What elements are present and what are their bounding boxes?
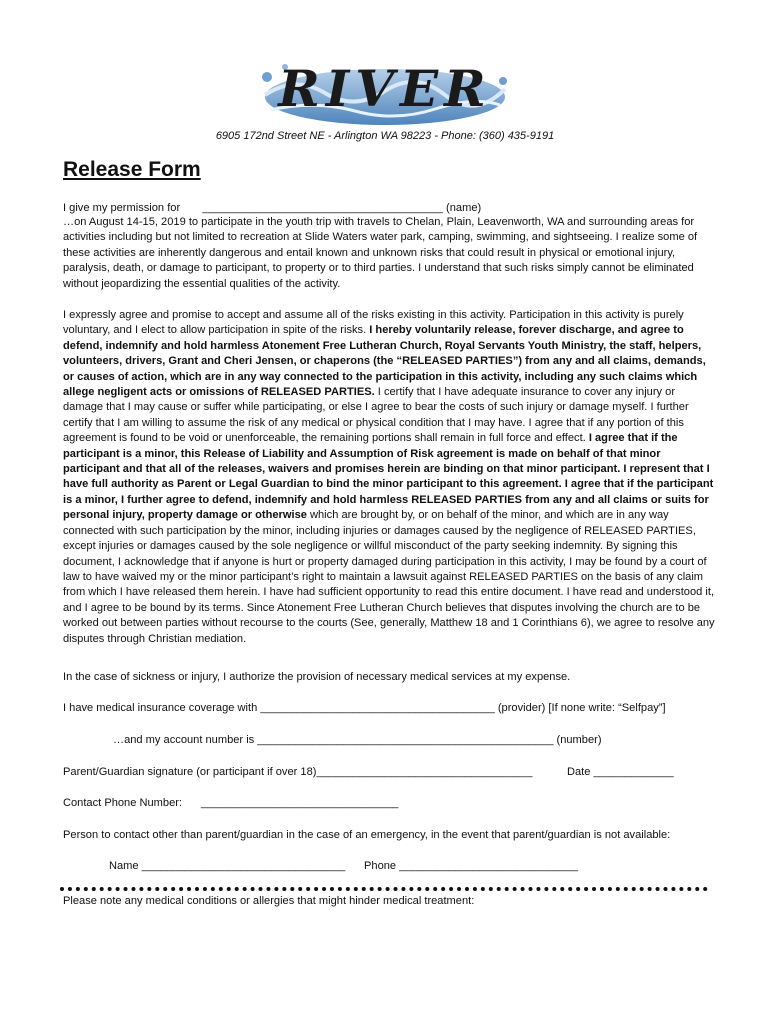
- minor-bold-clause: I agree that if the participant is a minor, this Release of Liability and Assumption of Risk agreement is made on behalf of that minor participant and that all of the releases, waivers and promises herein are binding on that minor participant. I represent that I have full authority as Parent or Legal Guardian to bind the minor participant to this agreement. I agree that if the participant is a minor, I further agree to defend, indemnify and hold harmless RELEASED PARTIES from any and all claims or suits for personal injury, property damage or otherwise: [63, 432, 714, 522]
- dotted-divider: [60, 887, 708, 891]
- medical-authorization: In the case of sickness or injury, I authorize the provision of necessary medical services at my expense.: [63, 671, 571, 683]
- release-bold-clause: I hereby voluntarily release, forever discharge, and agree to defend, indemnify and hold harmless Atonement Free Lutheran Church, Royal Servants Youth Ministry, the staff, helpers, volunteers, drivers, Grant and Cheri Jensen, or chaperons (the “RELEASED PARTIES”) from any and all claims, demands, or causes of action, which are in any way connected to the participation in this activity, including any such claims which allege negligent acts or omissions of RELEASED PARTIES.: [63, 324, 706, 399]
- account-number-line: …and my account number is ________________________________________________ (number): [113, 734, 602, 746]
- emergency-phone-line: Phone _____________________________: [364, 860, 579, 872]
- date-line: Date _____________: [567, 766, 674, 778]
- logo-word: RIVER: [278, 59, 492, 118]
- medical-conditions-prompt: Please note any medical conditions or allergies that might hinder medical treatment:: [63, 895, 475, 907]
- name-label: (name): [446, 202, 482, 214]
- emergency-contact-text: Person to contact other than parent/guardian in the case of an emergency, in the event that parent/guardian is not available:: [63, 829, 671, 841]
- contact-phone-label: Contact Phone Number:: [63, 797, 183, 809]
- contact-phone-blank: ________________________________: [201, 797, 399, 809]
- release-paragraph: I expressly agree and promise to accept and assume all of the risks existing in this activity. Participation in this activity is purely voluntary, and I elect to allow participation in spite of the risks. I hereby voluntarily release, forever discharge, and agree to defend, indemnify and hold harmless Atonement Free Lutheran Church, Royal Servants Youth Ministry, the staff, helpers, volunteers, drivers, Grant and Cheri Jensen, or chaperons (the “RELEASED PARTIES”) from any and all claims, demands, or causes of action, which are in any way connected to the participation in this activity, including any such claims which allege negligent acts or omissions of RELEASED PARTIES. I certify that I have adequate insurance to cover any injury or damage that I may cause or suffer while participating, or else I agree to bear the costs of such injury or damage myself. I further certify that I am willing to assume the risk of any medical or physical condition that I may have. I agree that if any portion of this agreement is found to be void or unenforceable, the remaining portions shall remain in full force and effect. I agree that if the participant is a minor, this Release of Liability and Assumption of Risk agreement is made on behalf of that minor participant and that all of the releases, waivers and promises herein are binding on that minor participant. I represent that I have full authority as Parent or Legal Guardian to bind the minor participant to this agreement. I agree that if the participant is a minor, I further agree to defend, indemnify and hold harmless RELEASED PARTIES from any and all claims or suits for personal injury, property damage or otherwise which are brought by, or on behalf of the minor, and which are in any way connected with such participation by the minor, including injuries or damages caused by the negligence of RELEASED PARTIES, except injuries or damages caused by the sole negligence or willful misconduct of the party seeking indemnity. By signing this document, I acknowledge that if anyone is hurt or property damaged during participation in this activity, I may be found by a court of law to have waived my or the minor participant’s right to maintain a lawsuit against RELEASED PARTIES on the basis of any claim from which I have released them herein. I have had sufficient opportunity to read this entire document. I have read and understood it, and I agree to be bound by its terms. Since Atonement Free Lutheran Church believes that disputes involving the church are to be worked out between parties without recourse to the courts (See, generally, Matthew 18 and 1 Corinthians 6), we agree to resolve any disputes through Christian mediation.: [63, 309, 715, 645]
- permission-line: [63, 202, 481, 214]
- insurance-line: I have medical insurance coverage with ______________________________________ (provider) [If none write: “Selfpay”]: [63, 702, 666, 714]
- page-title: Release Form: [63, 158, 201, 181]
- emergency-name-line: Name _________________________________: [109, 860, 346, 872]
- signature-line: Parent/Guardian signature (or participant if over 18)___________________________________: [63, 766, 533, 778]
- address-line: 6905 172nd Street NE - Arlington WA 98223 - Phone: (360) 435-9191: [215, 130, 555, 142]
- name-blank: _______________________________________: [202, 202, 443, 214]
- activity-paragraph: …on August 14-15, 2019 to participate in the youth trip with travels to Chelan, Plain, Leavenworth, WA and surrounding areas for activities including but not limited to recreation at Slide Waters water park, camping, swimming, and sightseeing. I realize some of these activities are inherently dangerous and entail known and unknown risks that could result in physical or emotional injury, paralysis, death, or damage to participant, to property or to third parties. I understand that such risks simply cannot be eliminated without jeopardizing the essential qualities of the activity.: [63, 216, 698, 290]
- permission-prefix: I give my permission for: [63, 202, 181, 214]
- river-logo: [255, 55, 515, 135]
